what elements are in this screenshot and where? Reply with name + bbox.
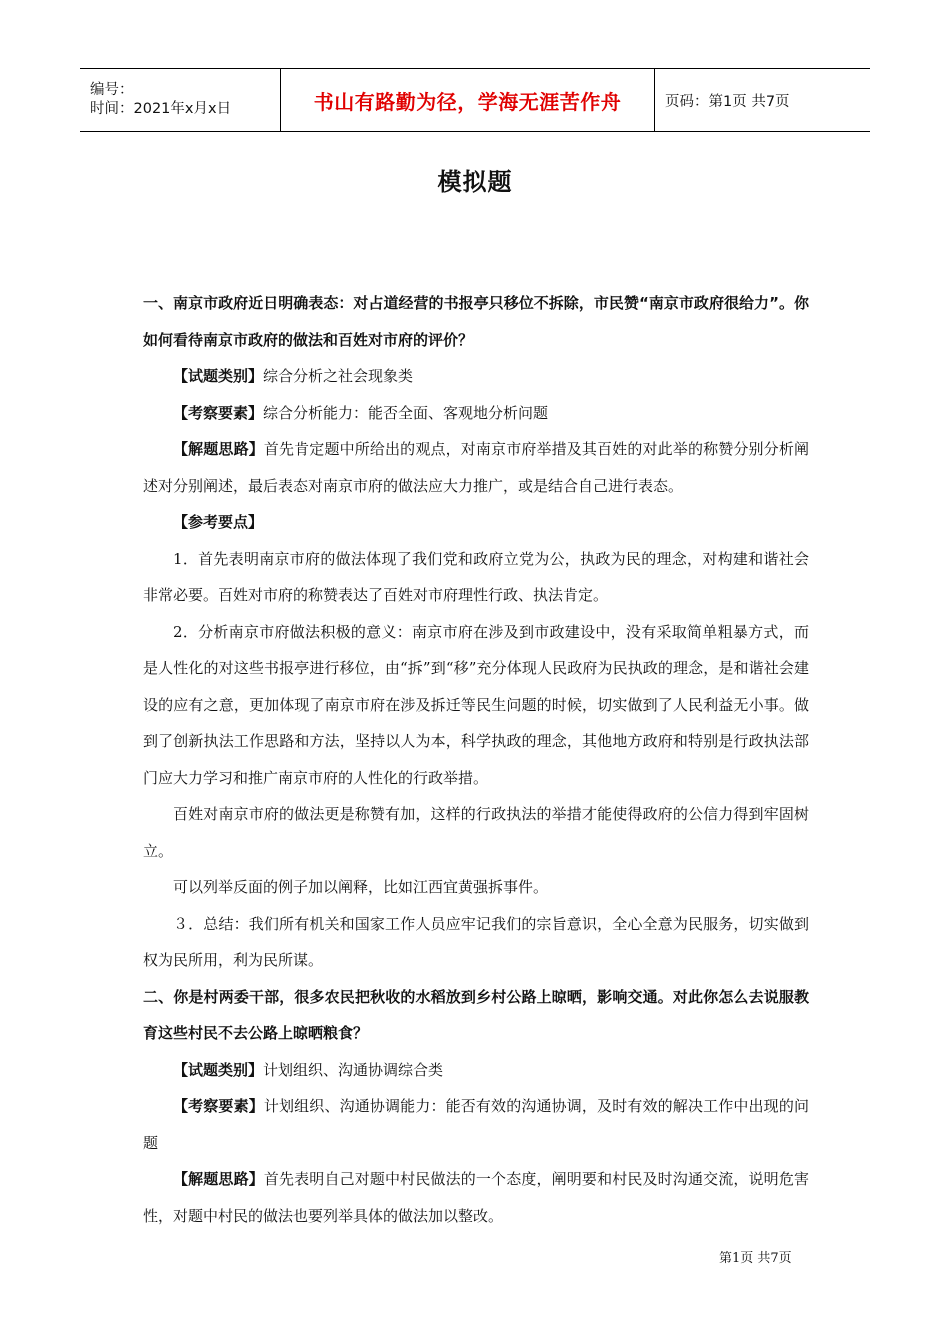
q1-point-2: 2．分析南京市府做法积极的意义：南京市府在涉及到市政建设中，没有采取简单粗暴方式，而是人性化的对这些书报亭进行移位，由“拆”到“移”充分体现人民政府为民执政的理念，是和谐社会建设的应有之意，更加体现了南京市府在涉及拆迁等民生问题的时候，切实做到了人民利益无小事。做到了创新执法工作思路和方法，坚持以人为本，科学执政的理念，其他地方政府和特别是行政执法部门应大力学习和推广南京市府的人性化的行政举措。 [143,622,809,787]
q1-point-1: 1．首先表明南京市府的做法体现了我们党和政府立党为公，执政为民的理念，对构建和谐社会非常必要。百姓对市府的称赞表达了百姓对市府理性行政、执法肯定。 [143,549,809,604]
q1-point-5: ３．总结：我们所有机关和国家工作人员应牢记我们的宗旨意识，全心全意为民服务，切实做到权为民所用，利为民所谋。 [143,914,809,969]
q1-element [143,395,809,432]
header-page-cell [655,69,870,131]
q2-element [143,1088,809,1161]
q2-category-tag: 【试题类别】 [173,1060,264,1079]
q2-category-text: 计划组织、沟通协调综合类 [263,1060,444,1079]
q2-element-text: 计划组织、沟通协调能力：能否有效的沟通协调，及时有效的解决工作中出现的问题 [143,1097,809,1152]
header-motto: 书山有路勤为径，学海无涯苦作舟 [313,89,622,114]
q1-idea-text: 首先肯定题中所给出的观点，对南京市府举措及其百姓的对此举的称赞分别分析阐述对分别阐述，最后表态对南京市府的做法应大力推广，或是结合自己进行表态。 [143,440,809,495]
q2-idea [143,1161,809,1234]
page-footer: 第1页 共7页 [719,1251,792,1266]
page-title: 模拟题 [437,168,513,196]
doc-number-label: 编号： [90,82,134,98]
q1-category [143,358,809,395]
q1-point-4: 可以列举反面的例子加以阐释，比如江西宜黄强拆事件。 [173,878,549,896]
question-1: 一、南京市政府近日明确表态：对占道经营的书报亭只移位不拆除，市民赞“南京市政府很给力”。你如何看待南京市政府的做法和百姓对市府的评价？ [143,294,809,349]
q1-points-tag: 【参考要点】 [173,513,264,531]
header-meta [80,69,281,131]
q1-element-tag: 【考察要素】 [173,403,264,422]
document-body [143,285,809,1234]
q1-element-text: 综合分析能力：能否全面、客观地分析问题 [263,403,549,422]
q2-category [143,1052,809,1089]
q1-idea [143,431,809,504]
question-2: 二、你是村两委干部，很多农民把秋收的水稻放到乡村公路上晾晒，影响交通。对此你怎么去说服教育这些村民不去公路上晾晒粮食？ [143,987,809,1042]
q1-idea-tag: 【解题思路】 [173,440,264,458]
q1-category-text: 综合分析之社会现象类 [263,367,414,385]
q2-idea-text: 首先表明自己对题中村民做法的一个态度，阐明要和村民及时沟通交流，说明危害性，对题中村民的做法也要列举具体的做法加以整改。 [143,1170,809,1225]
page-header [80,68,870,132]
q2-element-tag: 【考察要素】 [173,1097,264,1115]
q2-idea-tag: 【解题思路】 [173,1170,264,1188]
q1-category-tag: 【试题类别】 [173,367,264,385]
q1-points [143,504,809,541]
q1-point-3: 百姓对南京市府的做法更是称赞有加，这样的行政执法的举措才能使得政府的公信力得到牢固树立。 [143,805,809,860]
doc-time-label: 时间：2021年x月x日 [90,101,232,117]
header-page-label: 页码：第1页 共7页 [665,93,790,110]
header-motto-cell [281,69,655,131]
